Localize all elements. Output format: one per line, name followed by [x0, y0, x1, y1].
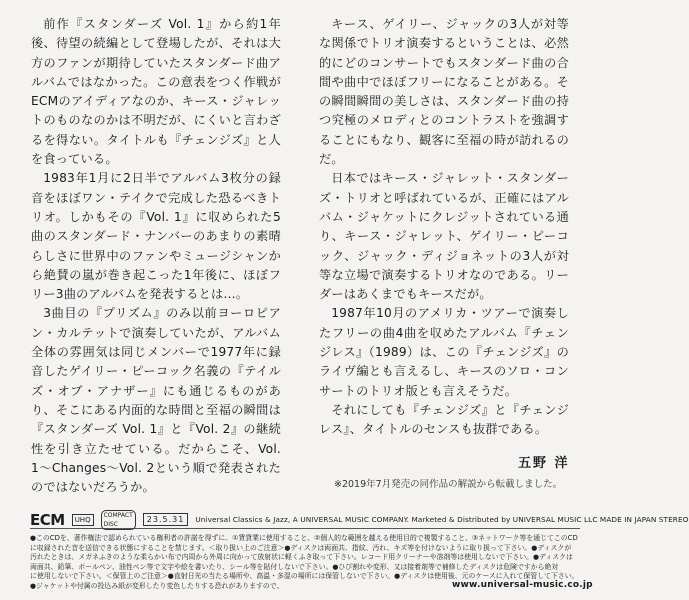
essay-paragraph: 3曲目の『プリズム』のみ以前ヨーロピアン・カルテットで演奏していたが、アルバム全体の雰囲気は同じメンバーで1977年に録音したゲイリー・ピーコック名義の『テイルズ・オブ・アナザー』にも通じるものがあり、そこにある内面的な時間と至福の瞬間は『スタンダーズ Vol. 1』と『Vol. 2』の継続性を引き立たせている。だからこそ、Vol. 1〜Changes〜Vol. 2という順で発表されたのではないだろうか。 — [31, 306, 281, 495]
date-code: 23.5.31 — [143, 513, 189, 526]
legal-line: に使用しないで下さい。＜保管上のご注意＞●直射日光の当たる場所や、高温・多湿の場所には保管しないで下さい。●ディスクは使用後、元のケースに入れて保管して下さい。 — [30, 572, 579, 581]
essay-paragraph: 1983年1月に2日半でアルバム3枚分の録音をほぼワン・テイクで完成した恐るべきトリオ。しかもその『Vol. 1』に収められた5曲のスタンダード・ナンバーのあまりの素晴らしさに世界中のファンやミュージシャンから絶賛の嵐が巻き起こった1年後に、ほぼフリー3曲のアルバムを発表するとは…。 — [31, 171, 281, 302]
author-name: 五野 洋 — [518, 456, 570, 471]
source-note: ※2019年7月発売の同作品の解説から転載しました。 — [334, 479, 563, 490]
legal-line: ●ジャケットや付属の投込み紙が変形したり変色したりする恐れがありますので、 — [30, 581, 284, 590]
essay-paragraph: それにしても『チェンジズ』と『チェンジレス』、タイトルのセンスも抜群である。 — [319, 402, 569, 437]
essay-paragraph: 日本ではキース・ジャレット・スタンダーズ・トリオと呼ばれているが、正確にはアルバム・ジャケットにクレジットされている通り、キース・ジャレット、ゲイリー・ピーコック、ジャック・ディジョネットの3人が対等な立場で演奏するトリオなのである。リーダーはあくまでもキースだが。 — [319, 171, 569, 302]
essay-left-column — [31, 15, 281, 497]
ecm-logo: ECM — [30, 510, 65, 529]
legal-line: ●このCDを、著作権法で認められている権利者の許諾を得ずに、①賃貸業に使用すること、②個人的な範囲を越える使用目的で複製すること、③ネットワーク等を通じてこのCD — [30, 534, 578, 542]
company-credit: Universal Classics & Jazz, A UNIVERSAL MUSIC COMPANY. Marketed & Distributed by UNIVERSAL MUSIC LLC MADE IN JAPAN STEREO — [195, 515, 689, 524]
uhq-logo: UHQ — [72, 514, 94, 526]
essay-right-column — [319, 15, 569, 440]
essay-paragraph: キース、ゲイリー、ジャックの3人が対等な関係でトリオ演奏するということは、必然的にどのコンサートでもスタンダード曲の合間や曲中でほぼフリーになることがある。その瞬間瞬間の美しさは、スタンダード曲の持つ究極のメロディとのコントラストを強調することにもなり、観客に至福の時が訪れるのだ。 — [319, 17, 569, 167]
footer-credits-bar — [30, 510, 689, 529]
legal-line: に収録された音を送信できる状態にすることを禁じます。＜取り扱い上のご注意＞●ディスクは両面共、指紋、汚れ、キズ等を付けないように取り扱って下さい。●ディスクが — [30, 543, 572, 552]
compact-disc-logo: COMPACT DISC — [101, 510, 136, 530]
essay-paragraph: 前作『スタンダーズ Vol. 1』から約1年後、待望の続編として登場したが、それは大方のファンが期待していたスタンダード曲アルバムではなかった。この意表をつく作戦がECMのアイディアなのか、キース・ジャレットのものなのかは不明だが、にくいと言わざるを得ない。タイトルも『チェンジズ』と人を食っている。 — [31, 17, 281, 167]
legal-line: 汚れたときは、メガネふきのような柔らかい布で内周から外周に向かって放射状に軽くふき取って下さい。レコード用クリーナーや溶剤等は使用しないで下さい。●ディスクは — [30, 553, 573, 562]
essay-paragraph: 1987年10月のアメリカ・ツアーで演奏したフリーの曲4曲を収めたアルバム『チェンジレス』（1989）は、この『チェンジズ』のライヴ編とも言えるし、キースのソロ・コンサートのトリオ版とも言えそうだ。 — [319, 306, 569, 398]
website-url: www.universal-music.co.jp — [452, 580, 593, 590]
legal-line: 両面共、鉛筆、ボールペン、油性ペン等で文字や絵を書いたり、シール等を貼付しないで下さい。●ひび割れや変形、又は接着剤等で補修したディスクは危険ですから絶対 — [30, 562, 559, 571]
